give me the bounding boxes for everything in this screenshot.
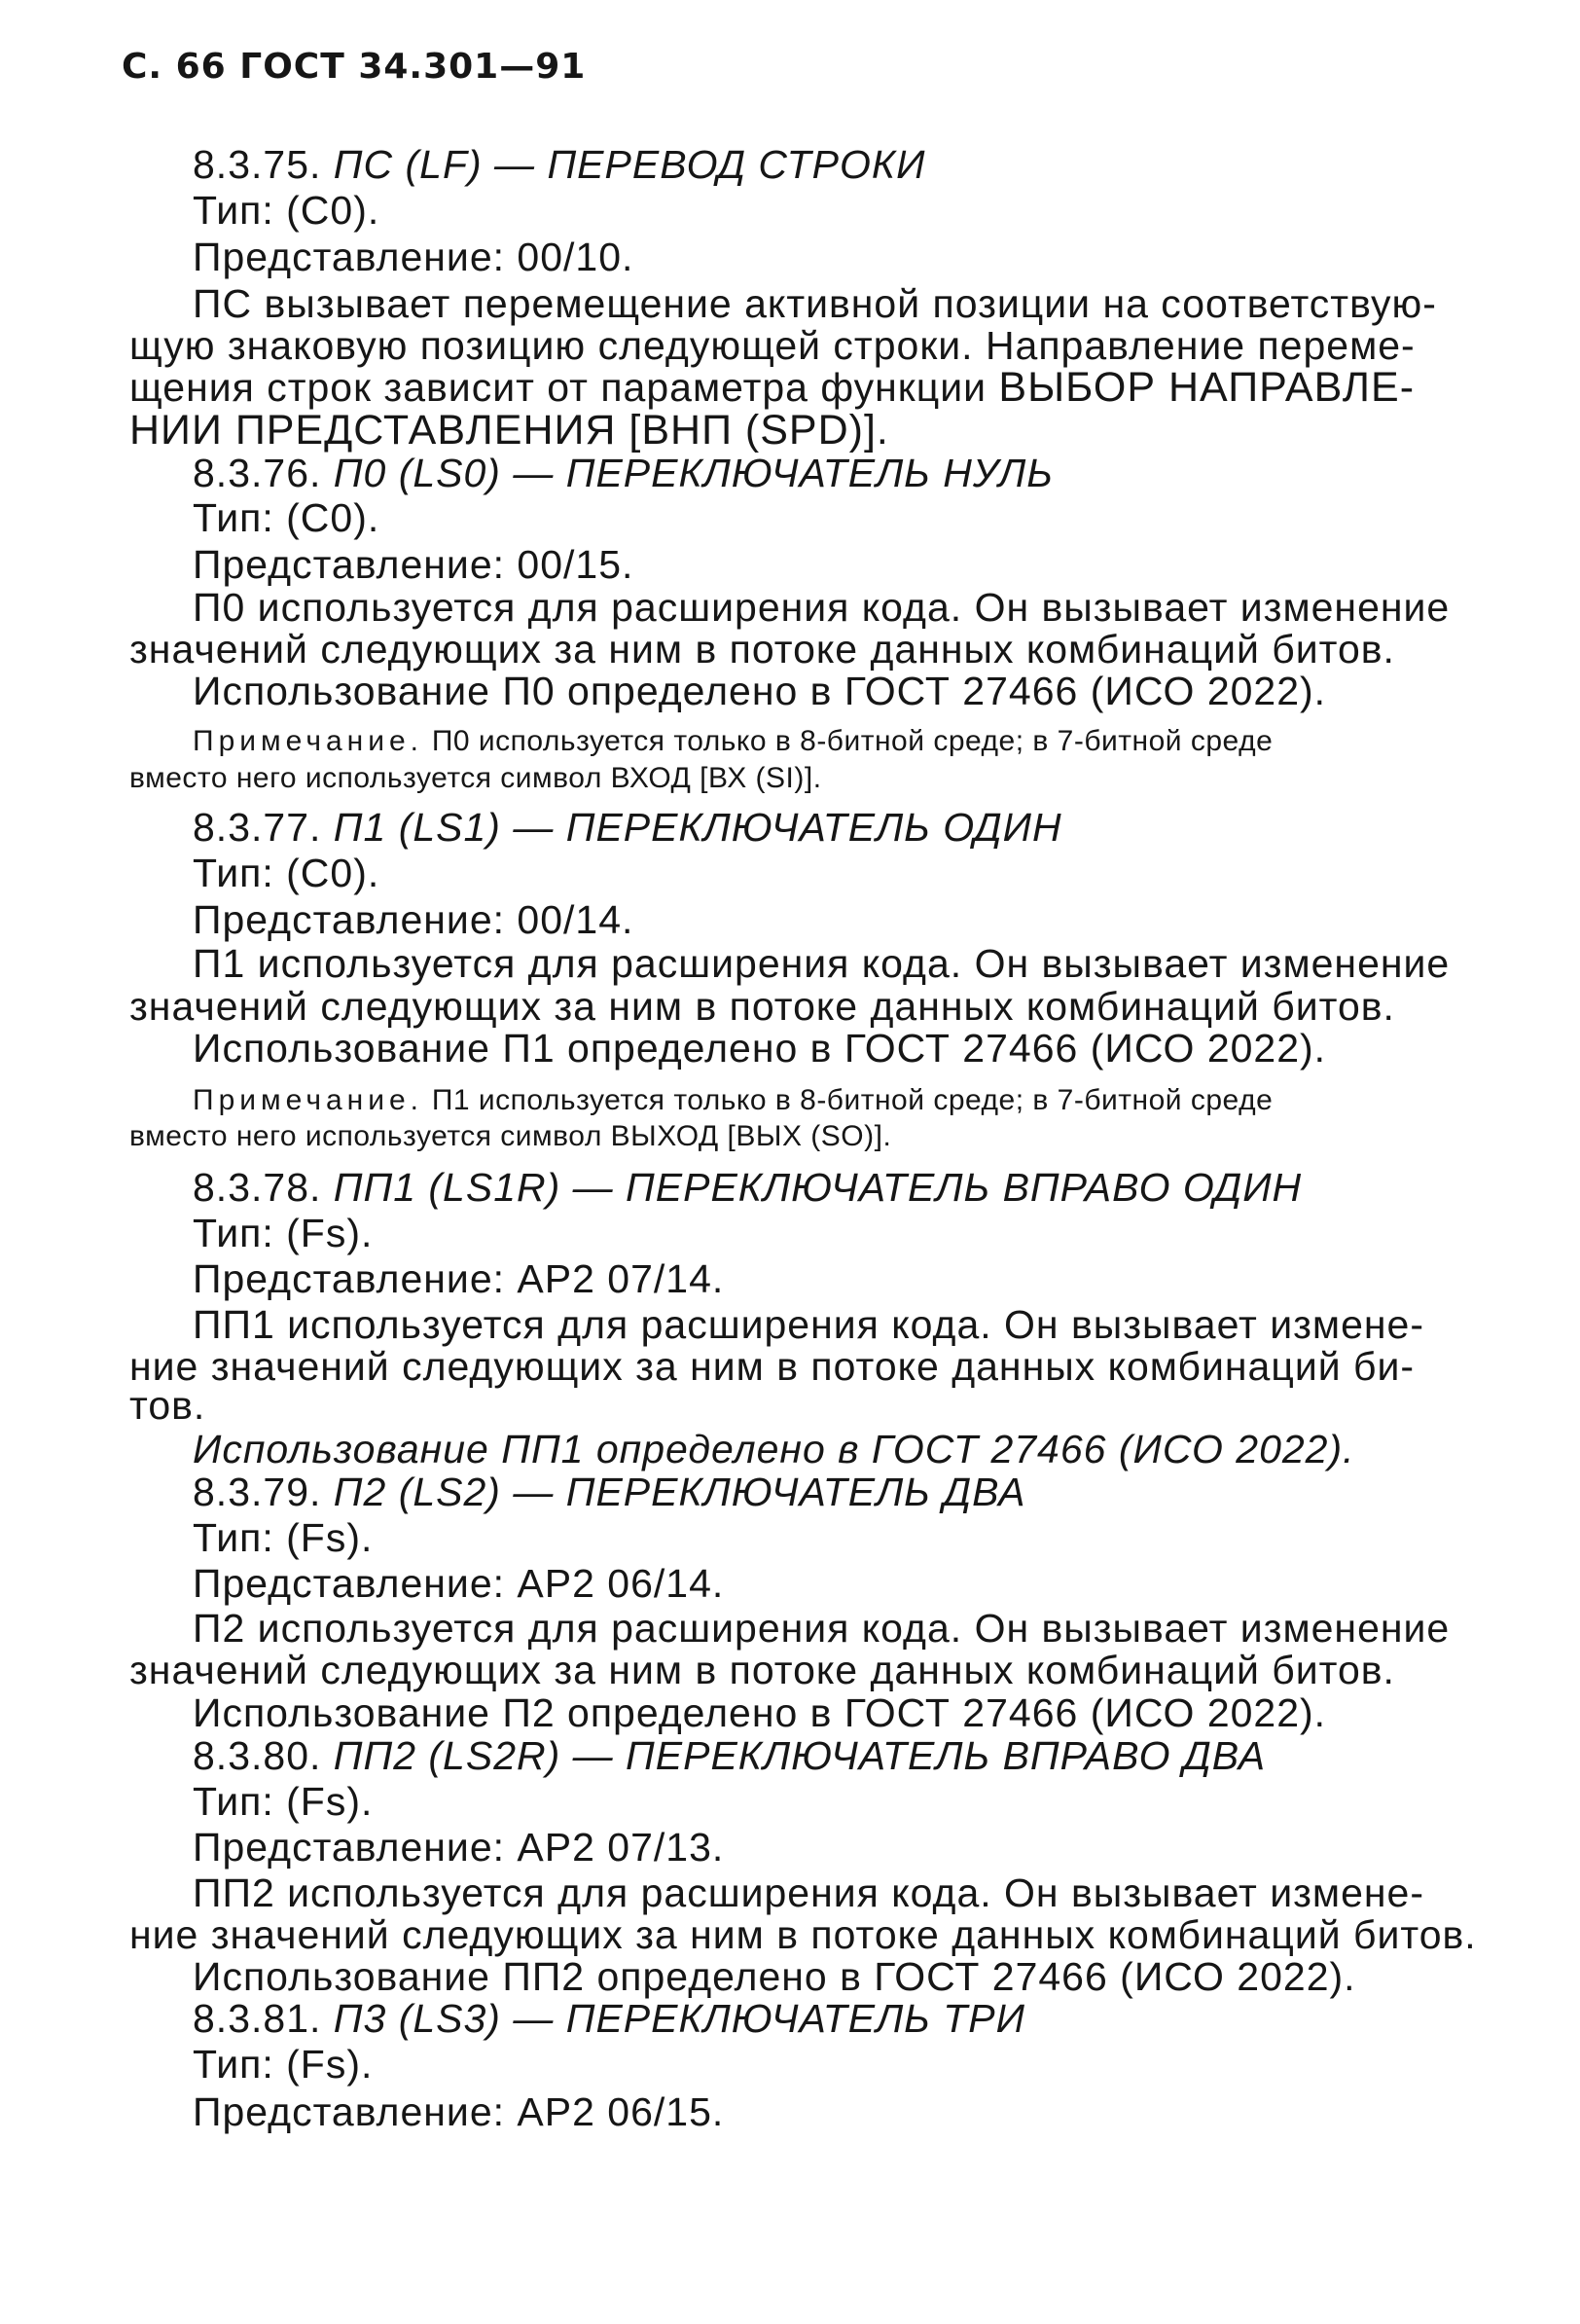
section-title: ПП1 (LS1R) — ПЕРЕКЛЮЧАТЕЛЬ ВПРАВО ОДИН: [333, 1165, 1303, 1210]
section-title: П3 (LS3) — ПЕРЕКЛЮЧАТЕЛЬ ТРИ: [333, 1996, 1025, 2041]
section-number: 8.3.81.: [193, 1996, 322, 2041]
paragraph-line: П1 используется для расширения кода. Он вызывает изменение: [193, 941, 1451, 986]
type-line: Тип: (Fs).: [193, 2042, 374, 2087]
paragraph-line: значений следующих за ним в потоке данных комбинаций битов.: [129, 1648, 1395, 1692]
representation-line: Представление: АР2 06/14.: [193, 1561, 725, 1606]
representation-line: Представление: 00/14.: [193, 897, 634, 942]
paragraph-line: значений следующих за ним в потоке данных комбинаций битов.: [129, 984, 1395, 1029]
section-heading: [193, 1469, 1025, 1515]
section-number: 8.3.78.: [193, 1165, 322, 1210]
paragraph-line: П0 используется для расширения кода. Он вызывает изменение: [193, 585, 1451, 630]
section-heading: [193, 804, 1062, 851]
section-heading: [193, 450, 1054, 496]
paragraph-line: ПС вызывает перемещение активной позиции на соответствую-: [193, 281, 1437, 326]
paragraph-line: ние значений следующих за ним в потоке данных комбинаций битов.: [129, 1912, 1477, 1957]
section-title: ПП2 (LS2R) — ПЕРЕКЛЮЧАТЕЛЬ ВПРАВО ДВА: [333, 1733, 1267, 1778]
paragraph-text: щения строк зависит от параметра функции: [129, 365, 999, 410]
note-text: П1 используется только в 8-битной среде; в 7-битной среде: [422, 1084, 1274, 1116]
paragraph-line: П2 используется для расширения кода. Он вызывает изменение: [193, 1606, 1451, 1651]
section-number: 8.3.75.: [193, 142, 322, 187]
type-line: Тип: (С0).: [193, 851, 380, 895]
note-line: [193, 723, 1273, 760]
function-name: ВЫБОР НАПРАВЛЕ-: [998, 364, 1416, 411]
paragraph-line: НИИ ПРЕДСТАВЛЕНИЯ [ВНП (SPD)].: [129, 407, 889, 454]
section-heading: [193, 1995, 1025, 2042]
usage-line: Использование П1 определено в ГОСТ 27466 (ИСО 2022).: [193, 1026, 1327, 1071]
type-line: Тип: (Fs).: [193, 1515, 374, 1560]
section-title: ПС (LF) — ПЕРЕВОД СТРОКИ: [333, 142, 926, 187]
page-header: С. 66 ГОСТ 34.301—91: [122, 47, 587, 87]
note-label: Примечание.: [193, 1084, 423, 1116]
type-line: Тип: (Fs).: [193, 1779, 374, 1824]
section-heading: [193, 141, 925, 188]
paragraph-line: [129, 364, 1415, 411]
note-text: П0 используется только в 8-битной среде; в 7-битной среде: [422, 725, 1274, 757]
type-line: Тип: (С0).: [193, 188, 380, 233]
section-number: 8.3.80.: [193, 1733, 322, 1778]
usage-line: Использование ПП1 определено в ГОСТ 27466 (ИСО 2022).: [193, 1427, 1355, 1471]
note-line: вместо него используется символ ВХОД [ВХ (SI)].: [129, 762, 822, 794]
section-title: П2 (LS2) — ПЕРЕКЛЮЧАТЕЛЬ ДВА: [333, 1470, 1026, 1514]
representation-line: Представление: 00/10.: [193, 235, 634, 279]
note-line: вместо него используется символ ВЫХОД [ВЫХ (SO)].: [129, 1120, 892, 1152]
paragraph-line: ПП1 используется для расширения кода. Он вызывает измене-: [193, 1302, 1424, 1347]
representation-line: Представление: АР2 07/14.: [193, 1256, 725, 1301]
representation-line: Представление: 00/15.: [193, 542, 634, 587]
paragraph-line: ПП2 используется для расширения кода. Он вызывает измене-: [193, 1870, 1424, 1915]
usage-line: Использование П0 определено в ГОСТ 27466 (ИСО 2022).: [193, 669, 1327, 713]
representation-line: Представление: АР2 07/13.: [193, 1825, 725, 1870]
note-line: [193, 1082, 1273, 1119]
type-line: Тип: (Fs).: [193, 1211, 374, 1255]
section-heading: [193, 1732, 1266, 1779]
section-number: 8.3.79.: [193, 1470, 322, 1514]
type-line: Тип: (С0).: [193, 495, 380, 540]
usage-line: Использование П2 определено в ГОСТ 27466 (ИСО 2022).: [193, 1690, 1327, 1735]
section-title: П1 (LS1) — ПЕРЕКЛЮЧАТЕЛЬ ОДИН: [333, 805, 1062, 850]
usage-line: Использование ПП2 определено в ГОСТ 27466 (ИСО 2022).: [193, 1954, 1356, 1999]
section-number: 8.3.76.: [193, 451, 322, 495]
section-title: П0 (LS0) — ПЕРЕКЛЮЧАТЕЛЬ НУЛЬ: [333, 451, 1054, 495]
paragraph-line: ние значений следующих за ним в потоке данных комбинаций би-: [129, 1344, 1416, 1389]
paragraph-line: щую знаковую позицию следующей строки. Направление переме-: [129, 323, 1416, 368]
section-number: 8.3.77.: [193, 805, 322, 850]
paragraph-line: тов.: [129, 1383, 206, 1428]
representation-line: Представление: АР2 06/15.: [193, 2089, 725, 2134]
section-heading: [193, 1164, 1302, 1211]
note-label: Примечание.: [193, 725, 423, 757]
paragraph-line: значений следующих за ним в потоке данных комбинаций битов.: [129, 627, 1395, 672]
